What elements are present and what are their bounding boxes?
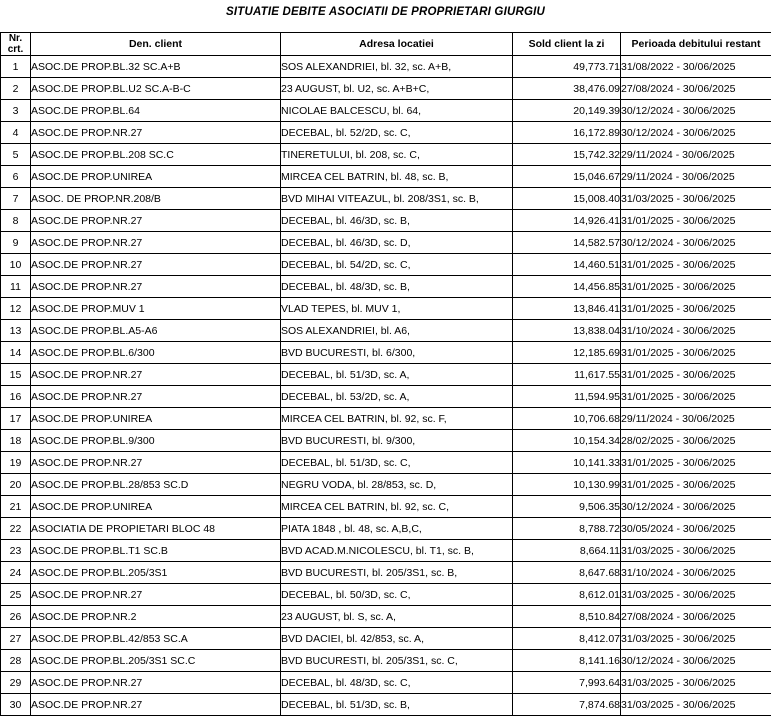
column-header-sold: Sold client la zi (513, 33, 621, 56)
cell-adresa: DECEBAL, bl. 48/3D, sc. C, (281, 672, 513, 694)
cell-adresa: DECEBAL, bl. 51/3D, sc. B, (281, 694, 513, 716)
cell-perioada: 31/03/2025 - 30/06/2025 (621, 672, 771, 694)
cell-client: ASOC.DE PROP.BL.32 SC.A+B (31, 56, 281, 78)
cell-client: ASOC.DE PROP.UNIREA (31, 166, 281, 188)
cell-sold: 8,612.01 (513, 584, 621, 606)
cell-client: ASOC.DE PROP.BL.42/853 SC.A (31, 628, 281, 650)
cell-sold: 9,506.35 (513, 496, 621, 518)
table-row (1, 100, 771, 122)
table-row (1, 496, 771, 518)
cell-nr: 20 (1, 474, 31, 496)
table-row (1, 474, 771, 496)
cell-adresa: SOS ALEXANDRIEI, bl. 32, sc. A+B, (281, 56, 513, 78)
cell-perioada: 31/03/2025 - 30/06/2025 (621, 694, 771, 716)
cell-perioada: 31/03/2025 - 30/06/2025 (621, 188, 771, 210)
cell-client: ASOC.DE PROP.NR.27 (31, 276, 281, 298)
table-row (1, 518, 771, 540)
cell-perioada: 31/01/2025 - 30/06/2025 (621, 342, 771, 364)
cell-perioada: 30/12/2024 - 30/06/2025 (621, 232, 771, 254)
cell-sold: 10,130.99 (513, 474, 621, 496)
cell-nr: 30 (1, 694, 31, 716)
cell-nr: 3 (1, 100, 31, 122)
cell-client: ASOC.DE PROP.NR.27 (31, 672, 281, 694)
table-row (1, 628, 771, 650)
cell-nr: 17 (1, 408, 31, 430)
cell-perioada: 30/12/2024 - 30/06/2025 (621, 496, 771, 518)
table-row (1, 276, 771, 298)
table-row (1, 452, 771, 474)
cell-client: ASOC.DE PROP.NR.27 (31, 122, 281, 144)
cell-nr: 27 (1, 628, 31, 650)
cell-client: ASOC.DE PROP.UNIREA (31, 496, 281, 518)
cell-adresa: DECEBAL, bl. 53/2D, sc. A, (281, 386, 513, 408)
cell-sold: 20,149.39 (513, 100, 621, 122)
cell-adresa: PIATA 1848 , bl. 48, sc. A,B,C, (281, 518, 513, 540)
table-row (1, 122, 771, 144)
cell-nr: 2 (1, 78, 31, 100)
table-body (1, 56, 771, 716)
cell-adresa: DECEBAL, bl. 54/2D, sc. C, (281, 254, 513, 276)
cell-adresa: MIRCEA CEL BATRIN, bl. 92, sc. C, (281, 496, 513, 518)
cell-sold: 12,185.69 (513, 342, 621, 364)
table-row (1, 584, 771, 606)
table-header-row (1, 33, 771, 56)
cell-adresa: SOS ALEXANDRIEI, bl. A6, (281, 320, 513, 342)
cell-nr: 25 (1, 584, 31, 606)
cell-client: ASOC.DE PROP.BL.205/3S1 (31, 562, 281, 584)
cell-client: ASOC.DE PROP.NR.27 (31, 694, 281, 716)
cell-sold: 8,412.07 (513, 628, 621, 650)
cell-nr: 5 (1, 144, 31, 166)
cell-adresa: TINERETULUI, bl. 208, sc. C, (281, 144, 513, 166)
cell-sold: 10,154.34 (513, 430, 621, 452)
cell-client: ASOC.DE PROP.NR.27 (31, 584, 281, 606)
cell-adresa: DECEBAL, bl. 50/3D, sc. C, (281, 584, 513, 606)
cell-nr: 12 (1, 298, 31, 320)
cell-adresa: 23 AUGUST, bl. S, sc. A, (281, 606, 513, 628)
cell-sold: 8,141.16 (513, 650, 621, 672)
cell-perioada: 31/01/2025 - 30/06/2025 (621, 210, 771, 232)
cell-client: ASOC.DE PROP.NR.27 (31, 254, 281, 276)
column-header-nr-line1: Nr. (8, 33, 23, 44)
cell-sold: 10,706.68 (513, 408, 621, 430)
cell-client: ASOC. DE PROP.NR.208/B (31, 188, 281, 210)
cell-client: ASOC.DE PROP.BL.208 SC.C (31, 144, 281, 166)
cell-client: ASOC.DE PROP.NR.27 (31, 386, 281, 408)
cell-sold: 16,172.89 (513, 122, 621, 144)
cell-adresa: VLAD TEPES, bl. MUV 1, (281, 298, 513, 320)
table-row (1, 232, 771, 254)
cell-nr: 6 (1, 166, 31, 188)
cell-client: ASOC.DE PROP.BL.205/3S1 SC.C (31, 650, 281, 672)
cell-nr: 8 (1, 210, 31, 232)
column-header-perioada: Perioada debitului restant (621, 33, 771, 56)
cell-nr: 19 (1, 452, 31, 474)
cell-perioada: 31/03/2025 - 30/06/2025 (621, 628, 771, 650)
cell-sold: 13,838.04 (513, 320, 621, 342)
cell-client: ASOC.DE PROP.BL.64 (31, 100, 281, 122)
cell-perioada: 31/03/2025 - 30/06/2025 (621, 584, 771, 606)
cell-adresa: BVD MIHAI VITEAZUL, bl. 208/3S1, sc. B, (281, 188, 513, 210)
cell-adresa: BVD BUCURESTI, bl. 205/3S1, sc. B, (281, 562, 513, 584)
cell-nr: 18 (1, 430, 31, 452)
cell-perioada: 31/01/2025 - 30/06/2025 (621, 474, 771, 496)
cell-perioada: 29/11/2024 - 30/06/2025 (621, 166, 771, 188)
column-header-nr-line2: crt. (7, 44, 24, 55)
cell-perioada: 31/01/2025 - 30/06/2025 (621, 254, 771, 276)
cell-adresa: BVD ACAD.M.NICOLESCU, bl. T1, sc. B, (281, 540, 513, 562)
table-row (1, 56, 771, 78)
cell-nr: 29 (1, 672, 31, 694)
table-row (1, 540, 771, 562)
table-row (1, 342, 771, 364)
table-row (1, 386, 771, 408)
cell-perioada: 27/08/2024 - 30/06/2025 (621, 78, 771, 100)
cell-adresa: MIRCEA CEL BATRIN, bl. 48, sc. B, (281, 166, 513, 188)
cell-sold: 14,460.51 (513, 254, 621, 276)
cell-adresa: BVD BUCURESTI, bl. 205/3S1, sc. C, (281, 650, 513, 672)
cell-client: ASOC.DE PROP.BL.28/853 SC.D (31, 474, 281, 496)
cell-perioada: 29/11/2024 - 30/06/2025 (621, 144, 771, 166)
cell-nr: 1 (1, 56, 31, 78)
cell-nr: 23 (1, 540, 31, 562)
cell-perioada: 31/01/2025 - 30/06/2025 (621, 386, 771, 408)
cell-nr: 24 (1, 562, 31, 584)
cell-adresa: DECEBAL, bl. 46/3D, sc. D, (281, 232, 513, 254)
cell-sold: 10,141.33 (513, 452, 621, 474)
table-row (1, 430, 771, 452)
table-row (1, 606, 771, 628)
cell-sold: 15,008.40 (513, 188, 621, 210)
table-row (1, 210, 771, 232)
table-row (1, 650, 771, 672)
cell-client: ASOC.DE PROP.BL.6/300 (31, 342, 281, 364)
cell-perioada: 31/01/2025 - 30/06/2025 (621, 452, 771, 474)
cell-nr: 7 (1, 188, 31, 210)
cell-sold: 15,046.67 (513, 166, 621, 188)
cell-nr: 4 (1, 122, 31, 144)
cell-client: ASOC.DE PROP.BL.A5-A6 (31, 320, 281, 342)
cell-nr: 11 (1, 276, 31, 298)
cell-perioada: 31/03/2025 - 30/06/2025 (621, 540, 771, 562)
cell-adresa: DECEBAL, bl. 51/3D, sc. A, (281, 364, 513, 386)
cell-perioada: 30/12/2024 - 30/06/2025 (621, 122, 771, 144)
cell-client: ASOC.DE PROP.MUV 1 (31, 298, 281, 320)
cell-perioada: 29/11/2024 - 30/06/2025 (621, 408, 771, 430)
cell-nr: 22 (1, 518, 31, 540)
cell-perioada: 31/01/2025 - 30/06/2025 (621, 298, 771, 320)
cell-perioada: 31/10/2024 - 30/06/2025 (621, 320, 771, 342)
cell-client: ASOC.DE PROP.NR.27 (31, 210, 281, 232)
column-header-client: Den. client (31, 33, 281, 56)
cell-sold: 8,647.68 (513, 562, 621, 584)
cell-sold: 8,664.11 (513, 540, 621, 562)
cell-nr: 16 (1, 386, 31, 408)
table-row (1, 254, 771, 276)
cell-perioada: 31/01/2025 - 30/06/2025 (621, 364, 771, 386)
cell-adresa: 23 AUGUST, bl. U2, sc. A+B+C, (281, 78, 513, 100)
table-row (1, 298, 771, 320)
cell-adresa: BVD BUCURESTI, bl. 6/300, (281, 342, 513, 364)
column-header-adresa: Adresa locatiei (281, 33, 513, 56)
cell-perioada: 31/08/2022 - 30/06/2025 (621, 56, 771, 78)
cell-perioada: 30/12/2024 - 30/06/2025 (621, 100, 771, 122)
cell-adresa: DECEBAL, bl. 46/3D, sc. B, (281, 210, 513, 232)
cell-nr: 13 (1, 320, 31, 342)
cell-perioada: 27/08/2024 - 30/06/2025 (621, 606, 771, 628)
table-row (1, 166, 771, 188)
cell-sold: 8,788.72 (513, 518, 621, 540)
table-row (1, 364, 771, 386)
cell-adresa: MIRCEA CEL BATRIN, bl. 92, sc. F, (281, 408, 513, 430)
cell-sold: 13,846.41 (513, 298, 621, 320)
cell-adresa: BVD BUCURESTI, bl. 9/300, (281, 430, 513, 452)
cell-nr: 9 (1, 232, 31, 254)
table-row (1, 78, 771, 100)
cell-sold: 38,476.09 (513, 78, 621, 100)
debt-table (0, 32, 771, 716)
cell-client: ASOC.DE PROP.BL.U2 SC.A-B-C (31, 78, 281, 100)
cell-adresa: DECEBAL, bl. 48/3D, sc. B, (281, 276, 513, 298)
cell-sold: 7,993.64 (513, 672, 621, 694)
cell-client: ASOC.DE PROP.BL.9/300 (31, 430, 281, 452)
table-row (1, 320, 771, 342)
table-row (1, 188, 771, 210)
cell-nr: 14 (1, 342, 31, 364)
cell-sold: 14,926.41 (513, 210, 621, 232)
cell-adresa: NICOLAE BALCESCU, bl. 64, (281, 100, 513, 122)
table-row (1, 694, 771, 716)
cell-perioada: 28/02/2025 - 30/06/2025 (621, 430, 771, 452)
table-row (1, 672, 771, 694)
cell-sold: 11,617.55 (513, 364, 621, 386)
cell-client: ASOC.DE PROP.BL.T1 SC.B (31, 540, 281, 562)
cell-sold: 8,510.84 (513, 606, 621, 628)
cell-sold: 49,773.71 (513, 56, 621, 78)
cell-perioada: 31/10/2024 - 30/06/2025 (621, 562, 771, 584)
table-row (1, 408, 771, 430)
cell-adresa: DECEBAL, bl. 52/2D, sc. C, (281, 122, 513, 144)
cell-perioada: 31/01/2025 - 30/06/2025 (621, 276, 771, 298)
cell-nr: 28 (1, 650, 31, 672)
cell-client: ASOC.DE PROP.NR.27 (31, 232, 281, 254)
cell-sold: 15,742.32 (513, 144, 621, 166)
table-row (1, 562, 771, 584)
cell-nr: 26 (1, 606, 31, 628)
cell-sold: 7,874.68 (513, 694, 621, 716)
cell-nr: 21 (1, 496, 31, 518)
cell-adresa: DECEBAL, bl. 51/3D, sc. C, (281, 452, 513, 474)
cell-client: ASOC.DE PROP.UNIREA (31, 408, 281, 430)
cell-nr: 10 (1, 254, 31, 276)
table-row (1, 144, 771, 166)
cell-sold: 11,594.95 (513, 386, 621, 408)
cell-client: ASOC.DE PROP.NR.27 (31, 452, 281, 474)
cell-perioada: 30/05/2024 - 30/06/2025 (621, 518, 771, 540)
page-title: SITUATIE DEBITE ASOCIATII DE PROPRIETARI GIURGIU (225, 6, 546, 18)
cell-sold: 14,456.85 (513, 276, 621, 298)
table-header (1, 33, 771, 56)
cell-client: ASOC.DE PROP.NR.2 (31, 606, 281, 628)
cell-client: ASOCIATIA DE PROPIETARI BLOC 48 (31, 518, 281, 540)
cell-adresa: NEGRU VODA, bl. 28/853, sc. D, (281, 474, 513, 496)
cell-sold: 14,582.57 (513, 232, 621, 254)
cell-perioada: 30/12/2024 - 30/06/2025 (621, 650, 771, 672)
cell-nr: 15 (1, 364, 31, 386)
cell-adresa: BVD DACIEI, bl. 42/853, sc. A, (281, 628, 513, 650)
column-header-nr (1, 33, 31, 56)
cell-client: ASOC.DE PROP.NR.27 (31, 364, 281, 386)
